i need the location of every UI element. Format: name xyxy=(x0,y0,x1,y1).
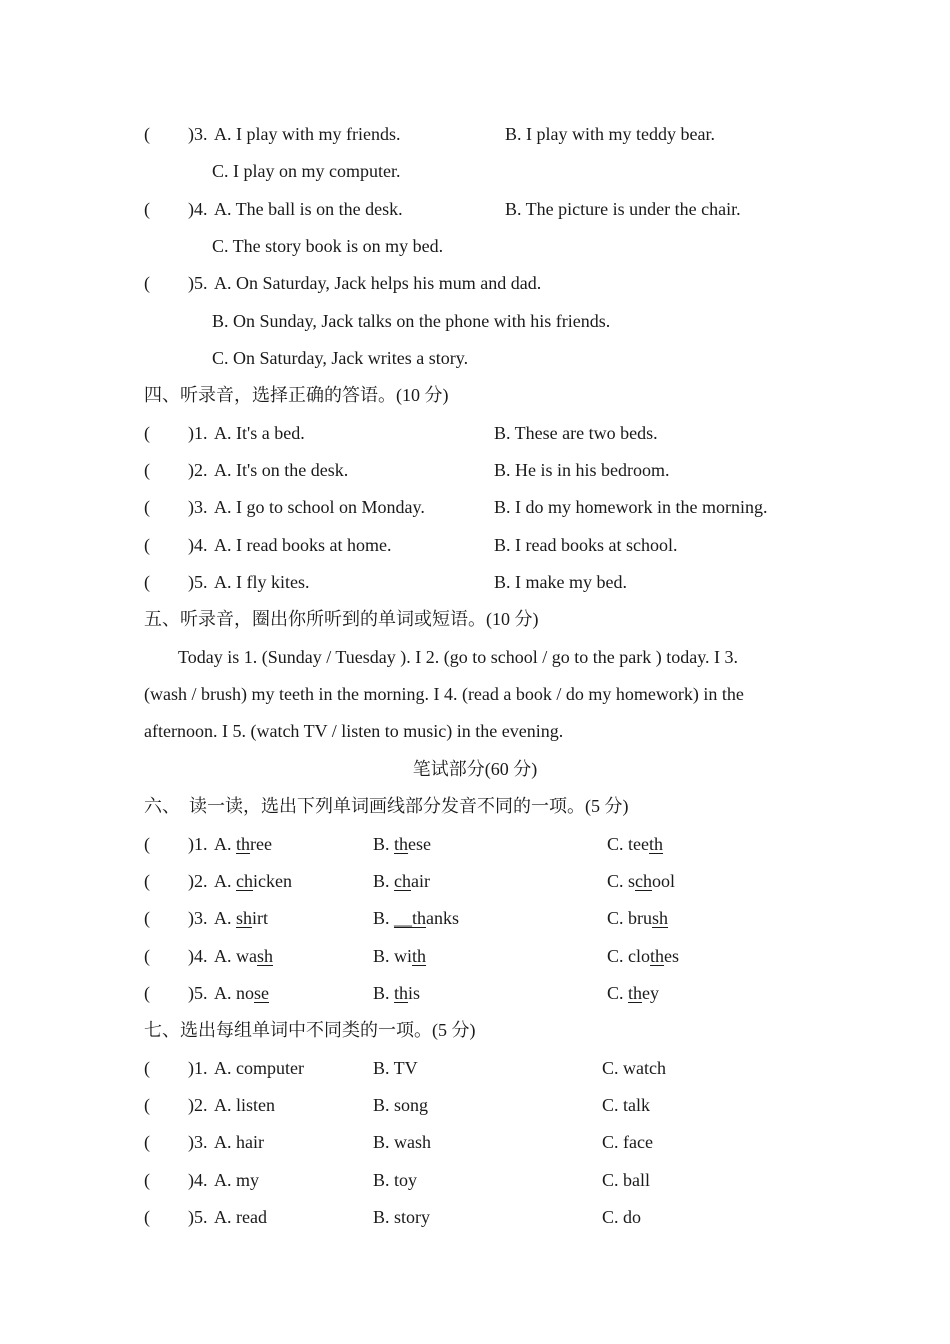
answer-paren[interactable]: ( xyxy=(144,423,150,443)
option-b: B. this xyxy=(373,983,421,1003)
answer-paren[interactable]: ( xyxy=(144,497,150,517)
option-b: B. I read books at school. xyxy=(494,535,678,555)
option-a: A. It's on the desk. xyxy=(214,460,349,480)
option-b: B. I do my homework in the morning. xyxy=(494,497,768,517)
option-a: A. The ball is on the desk. xyxy=(214,199,403,219)
option-b: B. I make my bed. xyxy=(494,572,627,592)
answer-paren[interactable]: ( xyxy=(144,124,150,144)
option-a: A. listen xyxy=(214,1095,275,1115)
option-b: B. He is in his bedroom. xyxy=(494,460,670,480)
written-part-title: 笔试部分(60 分) xyxy=(412,759,538,779)
answer-paren[interactable]: ( xyxy=(144,273,150,293)
question-number: )2. xyxy=(188,871,208,891)
underlined-letters: th xyxy=(628,983,643,1003)
underlined-letters: sh xyxy=(652,908,669,928)
underlined-letters: th xyxy=(650,946,665,966)
paragraph-text: (wash / brush) my teeth in the morning. I 4. (read a book / do my homework) in the xyxy=(144,684,744,704)
option-b: B. TV xyxy=(373,1058,418,1078)
option-b: B. story xyxy=(373,1207,431,1227)
option-c: C. they xyxy=(607,983,660,1003)
answer-paren[interactable]: ( xyxy=(144,983,150,1003)
answer-paren[interactable]: ( xyxy=(144,1170,150,1190)
question-number: )4. xyxy=(188,199,208,219)
question-number: )5. xyxy=(188,572,208,592)
option-c: C. The story book is on my bed. xyxy=(212,236,444,256)
option-c: C. talk xyxy=(602,1095,650,1115)
question-number: )1. xyxy=(188,1058,208,1078)
option-a: A. shirt xyxy=(214,908,269,928)
question-number: )4. xyxy=(188,1170,208,1190)
option-b: B. The picture is under the chair. xyxy=(505,199,741,219)
answer-paren[interactable]: ( xyxy=(144,199,150,219)
option-a: A. I play with my friends. xyxy=(214,124,401,144)
section-heading: 五、听录音，圈出你所听到的单词或短语。(10 分) xyxy=(144,609,539,629)
answer-paren[interactable]: ( xyxy=(144,834,150,854)
section-heading: 七、选出每组单词中不同类的一项。(5 分) xyxy=(144,1020,476,1040)
option-a: A. On Saturday, Jack helps his mum and dad. xyxy=(214,273,542,293)
option-a: A. my xyxy=(214,1170,259,1190)
underlined-letters: sh xyxy=(257,946,274,966)
underlined-letters: se xyxy=(254,983,269,1003)
option-b: B. with xyxy=(373,946,427,966)
option-b: B. these xyxy=(373,834,432,854)
answer-paren[interactable]: ( xyxy=(144,1058,150,1078)
option-c: C. brush xyxy=(607,908,669,928)
section-heading: 六、 读一读，选出下列单词画线部分发音不同的一项。(5 分) xyxy=(144,796,629,816)
underlined-letters: sh xyxy=(236,908,253,928)
question-number: )5. xyxy=(188,273,208,293)
option-a: A. read xyxy=(214,1207,267,1227)
answer-paren[interactable]: ( xyxy=(144,871,150,891)
option-a: A. I read books at home. xyxy=(214,535,392,555)
answer-paren[interactable]: ( xyxy=(144,460,150,480)
option-b: B. chair xyxy=(373,871,430,891)
answer-paren[interactable]: ( xyxy=(144,946,150,966)
option-c: C. do xyxy=(602,1207,642,1227)
section-heading: 四、听录音，选择正确的答语。(10 分) xyxy=(144,385,449,405)
written-part-title-row xyxy=(0,756,950,782)
option-c: C. clothes xyxy=(607,946,680,966)
question-number: )3. xyxy=(188,124,208,144)
option-a: A. wash xyxy=(214,946,274,966)
option-c: C. teeth xyxy=(607,834,664,854)
paragraph-text: Today is 1. (Sunday / Tuesday ). I 2. (go to school / go to the park ) today. I 3. xyxy=(178,647,739,667)
question-number: )3. xyxy=(188,1132,208,1152)
answer-paren[interactable]: ( xyxy=(144,572,150,592)
underlined-letters: th xyxy=(394,834,409,854)
question-number: )3. xyxy=(188,908,208,928)
option-b: B. These are two beds. xyxy=(494,423,658,443)
option-a: A. It's a bed. xyxy=(214,423,305,443)
option-b: B. __thanks xyxy=(373,908,460,928)
option-a: A. nose xyxy=(214,983,269,1003)
option-c: C. I play on my computer. xyxy=(212,161,401,181)
option-b: B. On Sunday, Jack talks on the phone with his friends. xyxy=(212,311,611,331)
option-c: C. watch xyxy=(602,1058,666,1078)
option-b: B. song xyxy=(373,1095,429,1115)
answer-paren[interactable]: ( xyxy=(144,908,150,928)
underlined-letters: th xyxy=(394,983,409,1003)
answer-paren[interactable]: ( xyxy=(144,1132,150,1152)
option-b: B. I play with my teddy bear. xyxy=(505,124,715,144)
option-a: A. I fly kites. xyxy=(214,572,310,592)
underlined-letters: th xyxy=(236,834,251,854)
question-number: )1. xyxy=(188,423,208,443)
option-a: A. I go to school on Monday. xyxy=(214,497,425,517)
option-a: A. chicken xyxy=(214,871,292,891)
answer-paren[interactable]: ( xyxy=(144,535,150,555)
question-number: )5. xyxy=(188,983,208,1003)
answer-paren[interactable]: ( xyxy=(144,1207,150,1227)
underlined-letters: th xyxy=(412,946,427,966)
option-c: C. school xyxy=(607,871,676,891)
option-c: C. On Saturday, Jack writes a story. xyxy=(212,348,469,368)
underlined-letters: ch xyxy=(236,871,253,891)
option-c: C. ball xyxy=(602,1170,650,1190)
option-b: B. wash xyxy=(373,1132,431,1152)
question-number: )2. xyxy=(188,1095,208,1115)
answer-paren[interactable]: ( xyxy=(144,1095,150,1115)
question-number: )2. xyxy=(188,460,208,480)
underlined-letters: ch xyxy=(635,871,653,891)
underlined-letters: th xyxy=(649,834,664,854)
underlined-letters: ch xyxy=(394,871,412,891)
question-number: )5. xyxy=(188,1207,208,1227)
question-number: )1. xyxy=(188,834,208,854)
option-b: B. toy xyxy=(373,1170,418,1190)
option-a: A. computer xyxy=(214,1058,304,1078)
question-number: )3. xyxy=(188,497,208,517)
option-c: C. face xyxy=(602,1132,653,1152)
paragraph-text: afternoon. I 5. (watch TV / listen to music) in the evening. xyxy=(144,721,564,741)
question-number: )4. xyxy=(188,535,208,555)
question-number: )4. xyxy=(188,946,208,966)
option-a: A. three xyxy=(214,834,272,854)
option-a: A. hair xyxy=(214,1132,264,1152)
underlined-letters: __th xyxy=(394,908,427,928)
